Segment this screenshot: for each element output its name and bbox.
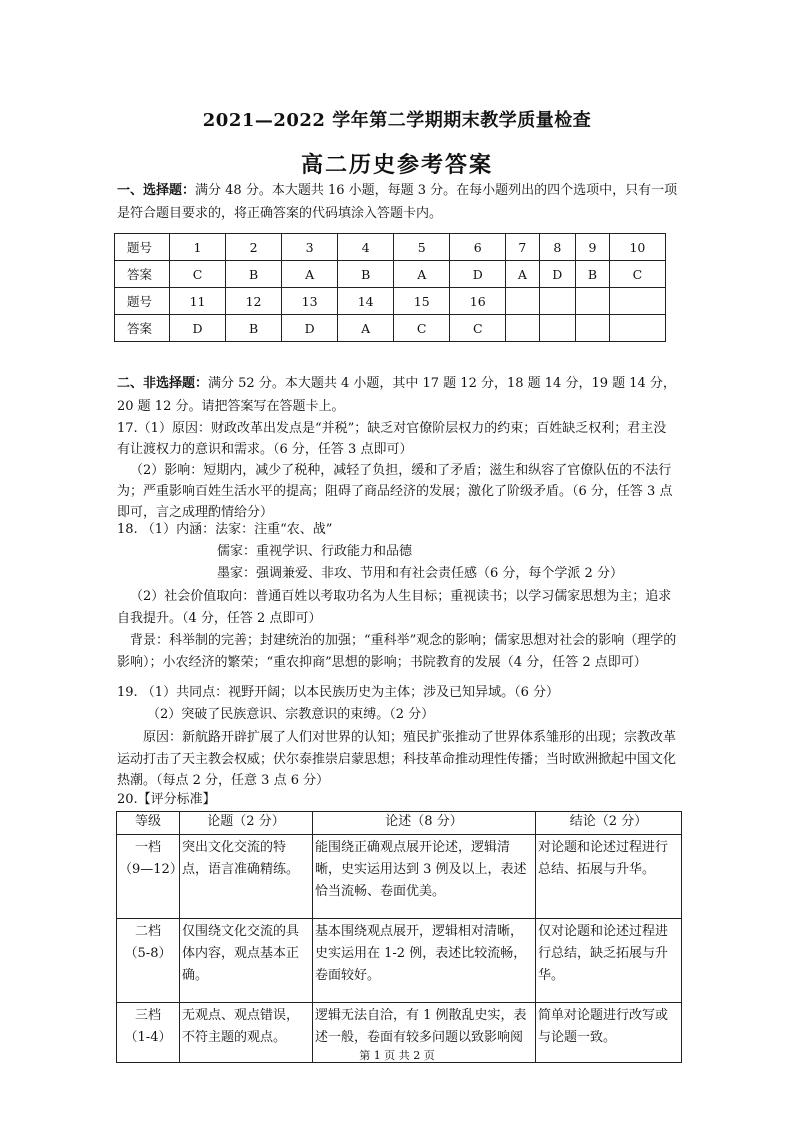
- answer-table: [114, 233, 666, 342]
- answer-row-label: 答案: [115, 261, 170, 288]
- grading-header-row: [117, 812, 682, 835]
- answer-cell: A: [394, 261, 450, 288]
- section1-text: 满分 48 分。本大题共 16 小题，每题 3 分。在每小题列出的四个选项中，只有一项是符合题目要求的，将正确答案的代码填涂入答题卡内。: [117, 183, 678, 221]
- answer-cell: [539, 288, 576, 315]
- answer-cell: 10: [609, 234, 665, 261]
- answer-table-row: [115, 288, 666, 315]
- grading-level-name: 二档: [134, 924, 161, 939]
- answer-cell: 6: [450, 234, 506, 261]
- answer-cell: 8: [539, 234, 576, 261]
- answer-cell: A: [506, 261, 539, 288]
- grading-level-cell: [117, 835, 183, 919]
- grading-table: [116, 811, 682, 1063]
- grading-conclusion-cell: 简单对论题进行改写或与论题一致。: [536, 1003, 682, 1063]
- answer-table-row: [115, 261, 666, 288]
- answer-row-label: 答案: [115, 315, 170, 342]
- answer-table-row: [115, 315, 666, 342]
- q20-label: 20.【评分标准】: [117, 792, 216, 807]
- answer-cell: 5: [394, 234, 450, 261]
- answer-cell: 13: [282, 288, 338, 315]
- answer-cell: 12: [226, 288, 282, 315]
- page-number: 第 1 页 共 2 页: [359, 1049, 435, 1062]
- grading-conclusion-cell: 仅对论题和论述过程进行总结，缺乏拓展与升华。: [536, 919, 682, 1003]
- answer-cell: A: [282, 261, 338, 288]
- answer-row-label: 题号: [115, 234, 170, 261]
- section2-intro: [117, 373, 679, 418]
- answer-cell: 11: [170, 288, 226, 315]
- grading-level-range: （1-4）: [124, 1030, 172, 1045]
- grading-conclusion-cell: 对论题和论述过程进行总结、拓展与升华。: [536, 835, 682, 919]
- grading-header-cell: 等级: [117, 812, 180, 835]
- section1-heading: 一、选择题：: [117, 183, 196, 198]
- grading-header-cell: 论题（2 分）: [180, 812, 313, 835]
- document-subtitle: 高二历史参考答案: [300, 152, 493, 178]
- answer-cell: B: [338, 261, 394, 288]
- answer-cell: [609, 315, 665, 342]
- grading-row: [117, 835, 682, 919]
- q17-part1: 17.（1）原因：财政改革出发点是“并税”；缺乏对官僚阶层权力的约束；百姓缺乏权利；君主没有让渡权力的意识和需求。（6 分，任答 3 点即可）: [117, 421, 667, 457]
- answer-cell: D: [170, 315, 226, 342]
- answer-cell: B: [226, 315, 282, 342]
- q17-part2: （2）影响：短期内，减少了税种，减轻了负担，缓和了矛盾；滋生和纵容了官僚队伍的不法行为；严重影响百姓生活水平的提高；阻碍了商品经济的发展；激化了阶级矛盾。（6 分，任答 3 点即可，言之成理酌情给分）: [117, 463, 673, 520]
- q18-part2: （2）社会价值取向：普通百姓以考取功名为人生目标；重视读书；以学习儒家思想为主；追求自我提升。（4 分，任答 2 点即可）: [117, 589, 672, 626]
- grading-topic-cell: 仅围绕文化交流的具体内容，观点基本正确。: [180, 919, 313, 1003]
- section2-heading: 二、非选择题：: [117, 376, 209, 391]
- answer-cell: C: [170, 261, 226, 288]
- grading-level-range: （9—12）: [119, 862, 183, 877]
- answer-cell: [576, 315, 610, 342]
- answer-cell: 15: [394, 288, 450, 315]
- grading-argument-cell: 逻辑无法自洽，有 1 例散乱史实，表述一般，卷面有较多问题以致影响阅: [313, 1003, 536, 1063]
- grading-header-cell: 结论（2 分）: [536, 812, 682, 835]
- grading-topic-cell: 突出文化交流的特点，语言准确精练。: [180, 835, 313, 919]
- section2-text: 满分 52 分。本大题共 4 小题，其中 17 题 12 分，18 题 14 分，19 题 14 分，20 题 12 分。请把答案写在答题卡上。: [117, 376, 676, 414]
- answer-cell: 14: [338, 288, 394, 315]
- answer-cell: 7: [506, 234, 539, 261]
- q19-line1: 19. （1）共同点：视野开阔；以本民族历史为主体；涉及已知异域。（6 分）: [117, 685, 559, 700]
- answer-cell: 9: [576, 234, 610, 261]
- grading-header-cell: 论述（8 分）: [313, 812, 536, 835]
- q19-reasons: 原因：新航路开辟扩展了人们对世界的认知；殖民扩张推动了世界体系雏形的出现；宗教改革运动打击了天主教会权威；伏尔泰推崇启蒙思想；科技革命推动理性传播；当时欧洲掀起中国文化热潮。（每点 2 分，任意 3 点 6 分）: [117, 730, 677, 788]
- grading-level-name: 一档: [134, 840, 161, 855]
- q18-background: 背景：科举制的完善；封建统治的加强；“重科举”观念的影响；儒家思想对社会的影响（理学的影响）；小农经济的繁荣；“重农抑商”思想的影响；书院教育的发展（4 分，任答 2 点即可）: [117, 633, 677, 670]
- answer-cell: 4: [338, 234, 394, 261]
- q18-line1: 18. （1）内涵：法家：注重“农、战”: [117, 522, 333, 537]
- grading-row: [117, 919, 682, 1003]
- q18-line3: 墨家：强调兼爱、非攻、节用和有社会责任感（6 分，每个学派 2 分）: [217, 566, 623, 581]
- answer-cell: D: [539, 261, 576, 288]
- grading-argument-cell: 能围绕正确观点展开论述，逻辑清晰，史实运用达到 3 例及以上，表述恰当流畅、卷面优美。: [313, 835, 536, 919]
- answer-cell: [576, 288, 610, 315]
- answer-table-row: [115, 234, 666, 261]
- grading-argument-cell: 基本围绕观点展开，逻辑相对清晰，史实运用在 1-2 例，表述比较流畅，卷面较好。: [313, 919, 536, 1003]
- answer-cell: [609, 288, 665, 315]
- answer-cell: [506, 288, 539, 315]
- answer-cell: [506, 315, 539, 342]
- answer-cell: D: [450, 261, 506, 288]
- answer-cell: C: [394, 315, 450, 342]
- grading-level-name: 三档: [134, 1008, 161, 1023]
- answer-cell: B: [226, 261, 282, 288]
- answer-row-label: 题号: [115, 288, 170, 315]
- q19-line2: （2）突破了民族意识、宗教意识的束缚。（2 分）: [147, 707, 435, 722]
- answer-cell: C: [609, 261, 665, 288]
- section1-intro: [117, 180, 679, 225]
- answer-cell: A: [338, 315, 394, 342]
- grading-topic-cell: 无观点、观点错误，不符主题的观点。: [180, 1003, 313, 1063]
- grading-level-cell: [117, 919, 180, 1003]
- answer-cell: D: [282, 315, 338, 342]
- q18-line2: 儒家：重视学识、行政能力和品德: [217, 544, 413, 559]
- answer-cell: 2: [226, 234, 282, 261]
- answer-cell: B: [576, 261, 610, 288]
- answer-cell: 1: [170, 234, 226, 261]
- answer-cell: 16: [450, 288, 506, 315]
- grading-level-range: （5-8）: [124, 946, 172, 961]
- answer-cell: [539, 315, 576, 342]
- answer-cell: C: [450, 315, 506, 342]
- answer-cell: 3: [282, 234, 338, 261]
- document-title: 2021—2022 学年第二学期期末教学质量检查: [202, 110, 592, 131]
